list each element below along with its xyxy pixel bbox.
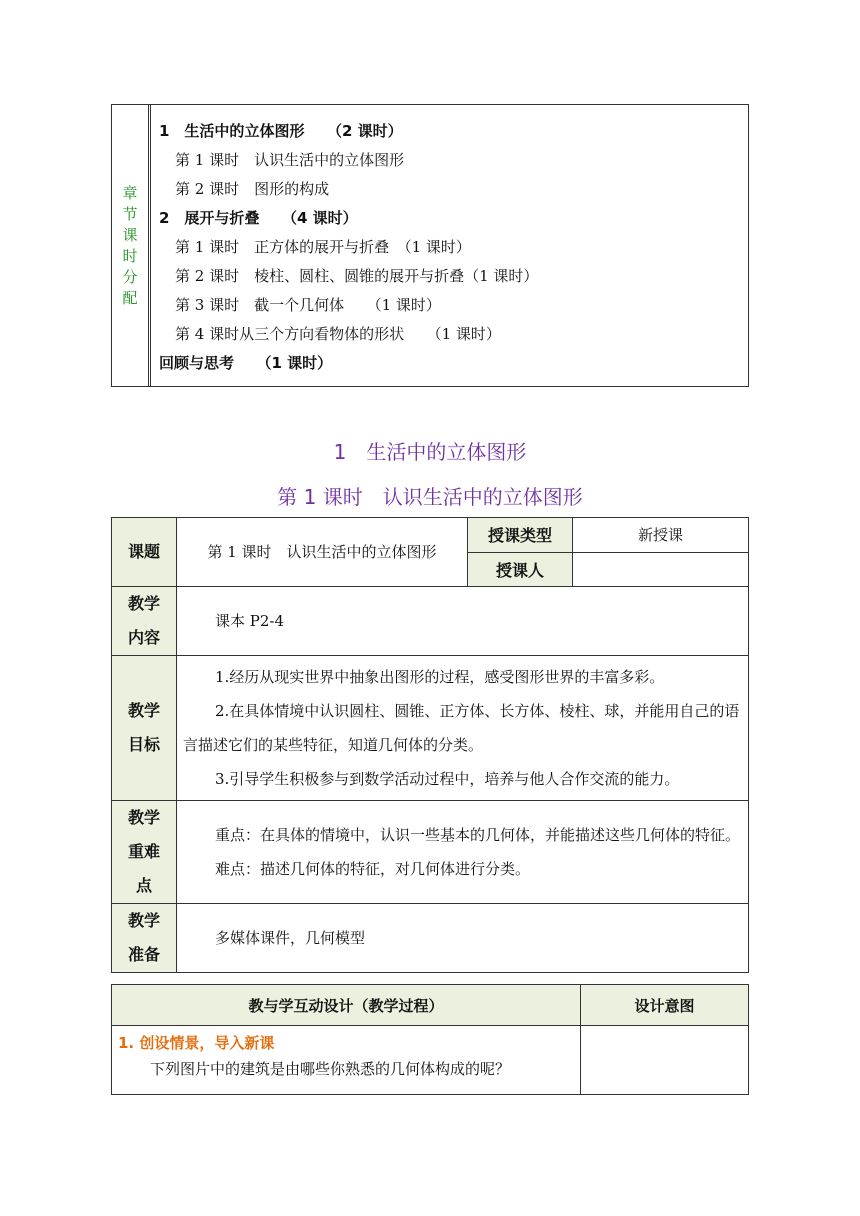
- topic-value: 第 1 课时 认识生活中的立体图形: [177, 518, 468, 587]
- lesson-type-label: 授课类型: [468, 518, 573, 553]
- schedule-line: 第 3 课时 截一个几何体 （1 课时）: [175, 296, 441, 314]
- process-column-header: 教与学互动设计（教学过程）: [112, 985, 581, 1026]
- goals-label: 教学 目标: [112, 656, 177, 801]
- schedule-line: 第 1 课时 正方体的展开与折叠 （1 课时）: [175, 238, 471, 256]
- lesson-title: 第 1 课时 认识生活中的立体图形: [277, 485, 583, 509]
- schedule-content: [151, 105, 749, 387]
- key-points-label: 教学 重难 点: [112, 801, 177, 904]
- content-value: 课本 P2-4: [177, 587, 749, 656]
- key-point-item: 难点：描述几何体的特征，对几何体进行分类。: [215, 860, 531, 878]
- goals-value: [177, 656, 749, 801]
- goal-item: 3.引导学生积极参与到数学活动过程中，培养与他人合作交流的能力。: [215, 770, 680, 788]
- intent-column-header: 设计意图: [581, 985, 749, 1026]
- schedule-line: 第 2 课时 棱柱、圆柱、圆锥的展开与折叠（1 课时）: [175, 267, 539, 285]
- schedule-line: 第 2 课时 图形的构成: [175, 180, 330, 198]
- schedule-line: 第 4 课时从三个方向看物体的形状 （1 课时）: [175, 325, 501, 343]
- schedule-line: 1 生活中的立体图形 （2 课时）: [159, 122, 403, 140]
- schedule-line: 第 1 课时 认识生活中的立体图形: [175, 151, 405, 169]
- goal-item: 1.经历从现实世界中抽象出图形的过程，感受图形世界的丰富多彩。: [215, 668, 665, 686]
- goal-item: 2.在具体情境中认识圆柱、圆锥、正方体、长方体、棱柱、球，并能用自己的语言描述它们的某些特征，知道几何体的分类。: [183, 702, 740, 754]
- schedule-line: 2 展开与折叠 （4 课时）: [159, 209, 358, 227]
- key-points-value: [177, 801, 749, 904]
- content-label: 教学 内容: [112, 587, 177, 656]
- teaching-process-table: [111, 984, 749, 1095]
- prep-label: 教学 准备: [112, 904, 177, 973]
- design-intent-cell: [581, 1026, 749, 1095]
- prep-value: 多媒体课件，几何模型: [177, 904, 749, 973]
- process-step-cell: [112, 1026, 581, 1095]
- topic-label: 课题: [112, 518, 177, 587]
- step-text: 下列图片中的建筑是由哪些你熟悉的几何体构成的呢？: [150, 1060, 511, 1078]
- schedule-table: [111, 104, 749, 387]
- schedule-line: 回顾与思考 （1 课时）: [159, 354, 333, 372]
- key-point-item: 重点：在具体的情境中，认识一些基本的几何体，并能描述这些几何体的特征。: [215, 826, 741, 844]
- lesson-type-value: 新授课: [573, 518, 749, 553]
- section-title: 1 生活中的立体图形: [333, 440, 527, 464]
- schedule-side-label: 章 节 课 时 分 配: [112, 105, 149, 387]
- step-title: 1. 创设情景，导入新课: [118, 1034, 275, 1052]
- lesson-info-table: [111, 517, 749, 973]
- teacher-value: [573, 552, 749, 587]
- teacher-label: 授课人: [468, 552, 573, 587]
